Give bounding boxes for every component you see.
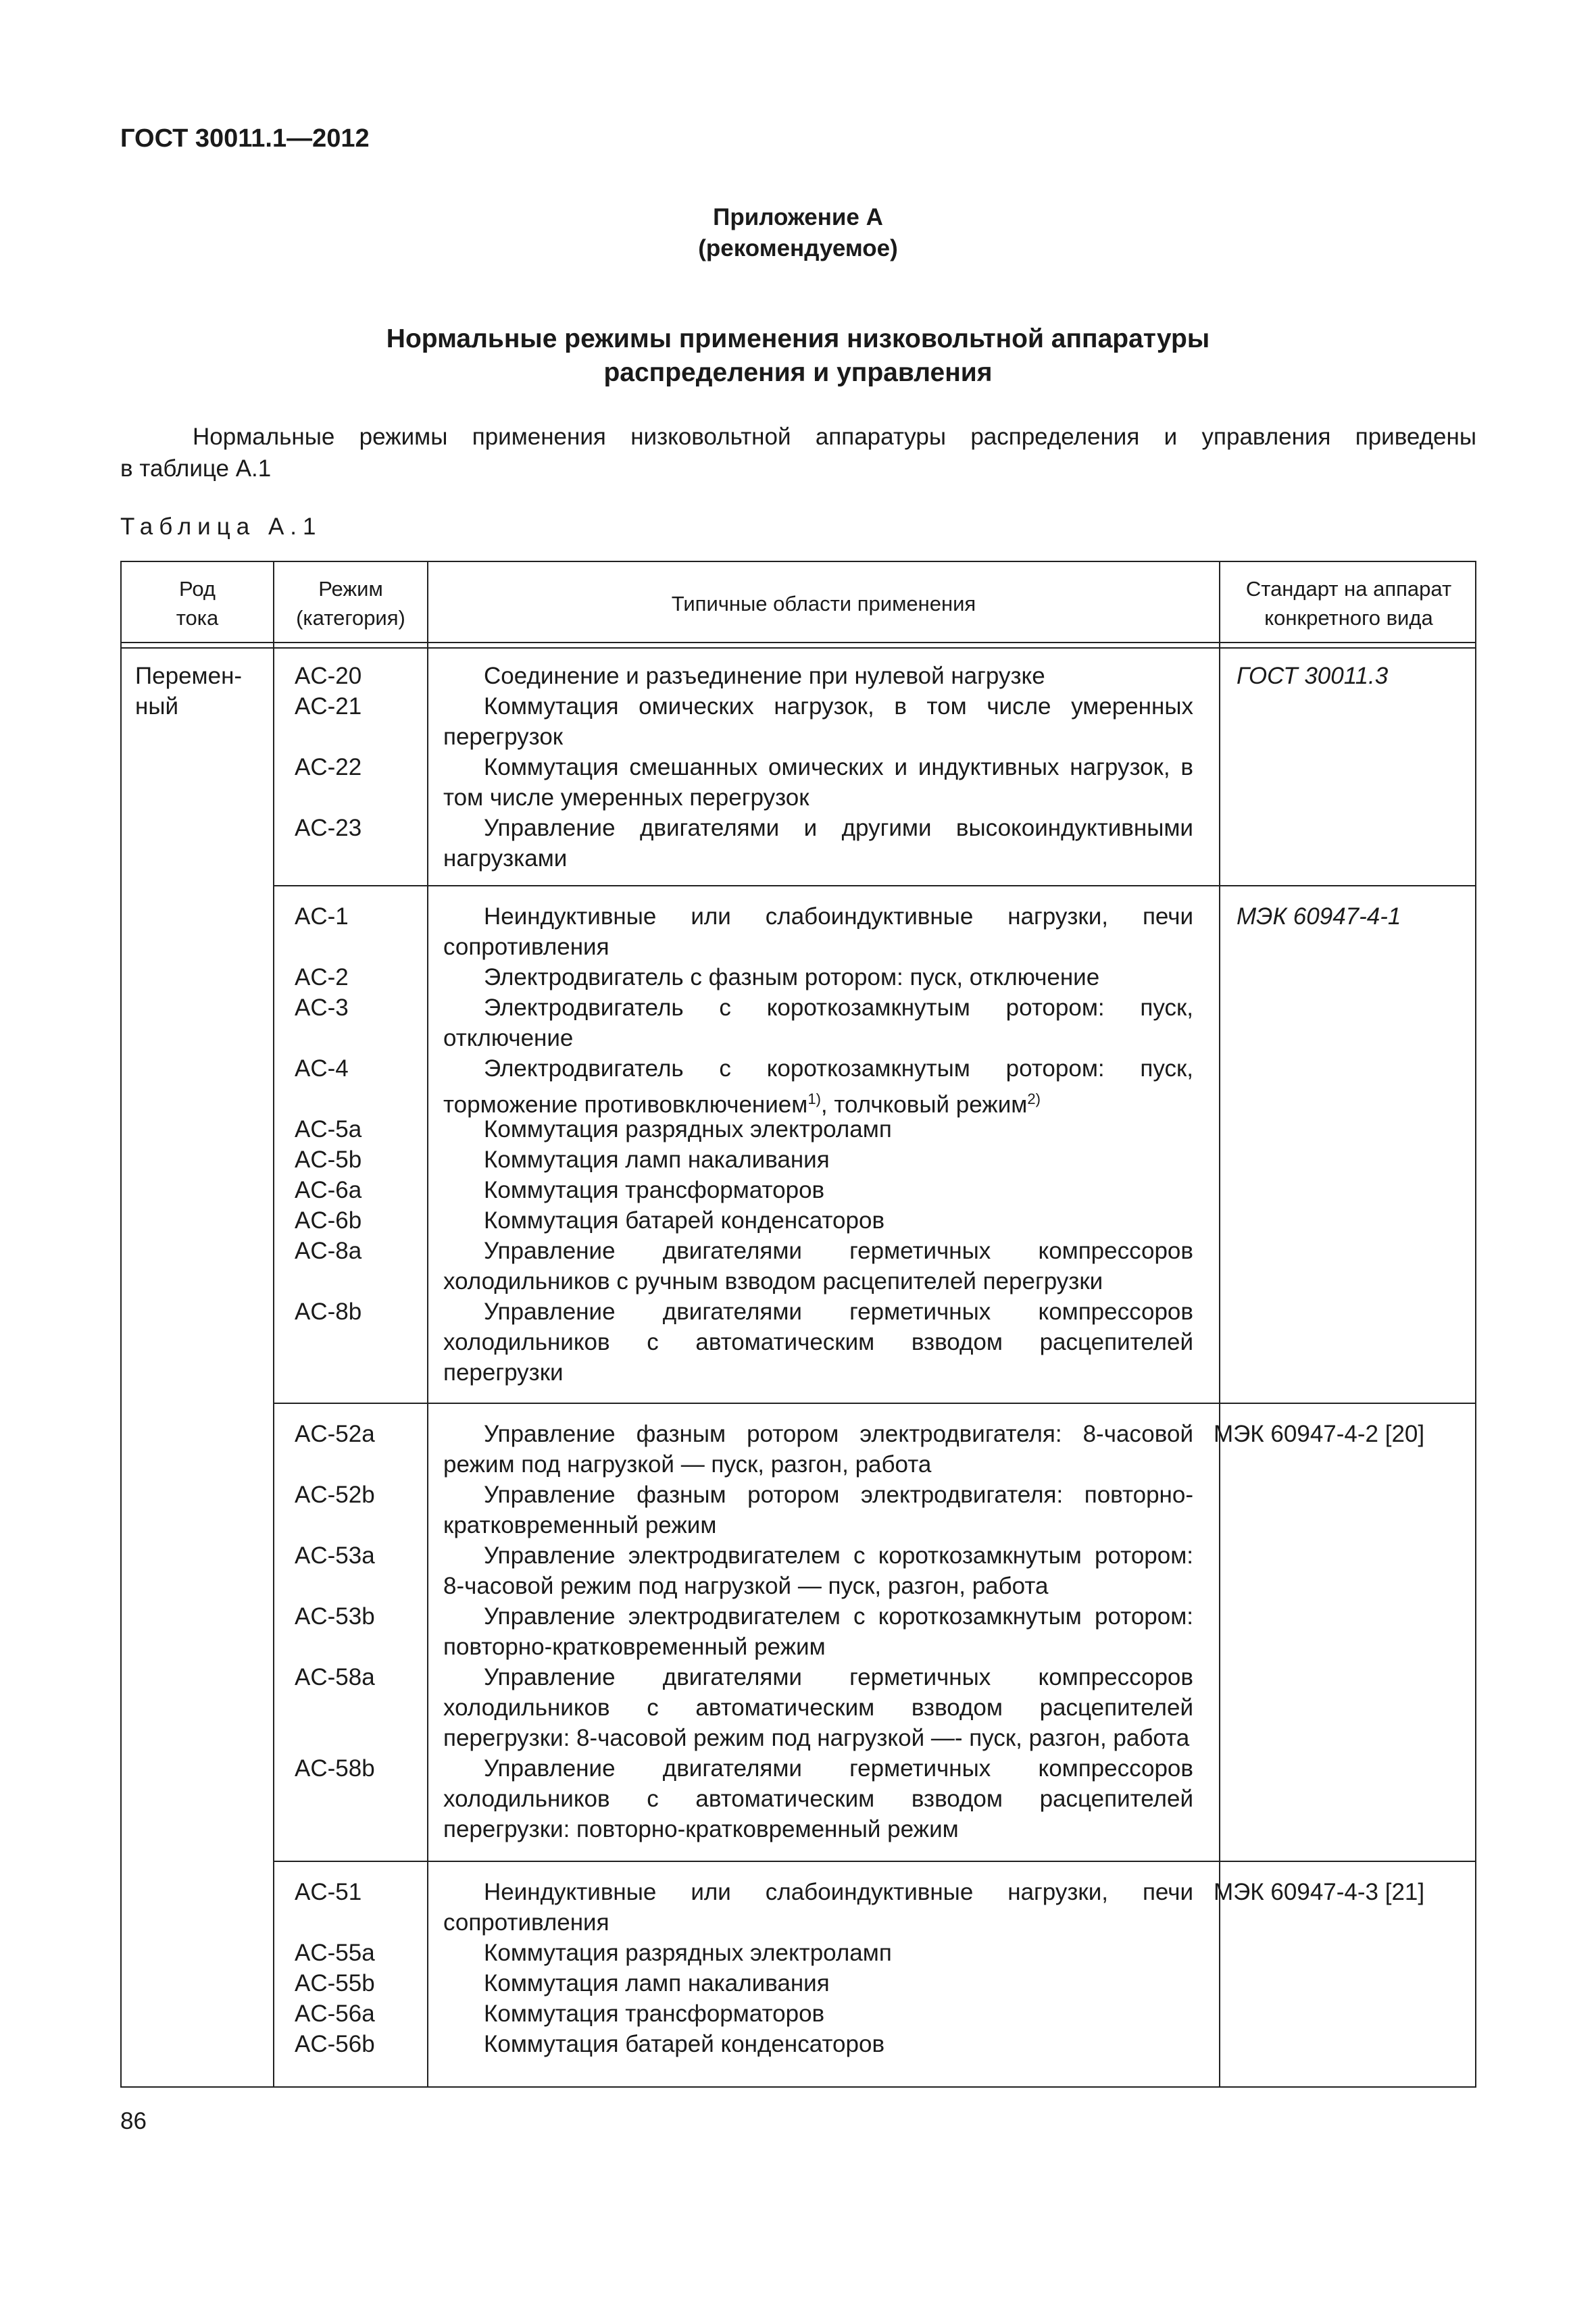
mode-code: AC-52a	[295, 1421, 375, 1447]
page-number: 86	[120, 2108, 147, 2134]
document-header: ГОСТ 30011.1—2012	[120, 124, 370, 153]
mode-code: AC-21	[295, 693, 362, 720]
group-separator	[273, 885, 1475, 886]
application-text: Управление двигателями герметичных компрессоров холодильников с автоматическим взводом расцепителей перегрузки	[443, 1299, 1193, 1386]
mode-code: AC-55a	[295, 1940, 375, 1966]
annex-heading-line1: Нормальные режимы применения низковольтной аппаратуры	[386, 324, 1210, 353]
mode-code: AC-23	[295, 815, 362, 841]
header-mode: Режим (категория)	[296, 577, 405, 630]
mode-code: AC-6a	[295, 1177, 362, 1203]
intro-paragraph-line2: в таблице А.1	[120, 455, 272, 482]
application-text: Коммутация батарей конденсаторов	[484, 1207, 885, 1234]
mode-code: AC-53b	[295, 1603, 375, 1630]
application-text: Электродвигатель с короткозамкнутым ротором: пуск, торможение противовключением$^{1)}$, толчковый режим$^{2)}$	[443, 1055, 1193, 1118]
mode-code: AC-51	[295, 1879, 362, 1905]
header-rule	[122, 642, 1475, 643]
mode-code: AC-3	[295, 995, 349, 1021]
mode-code: AC-2	[295, 964, 349, 990]
application-text: Управление двигателями герметичных компрессоров холодильников с автоматическим взводом расцепителей перегрузки: повторно-кратковременный режим	[443, 1755, 1193, 1842]
application-text: Коммутация ламп накаливания	[484, 1147, 830, 1173]
application-text: Управление фазным ротором электродвигателя: 8-часовой режим под нагрузкой — пуск, разгон, работа	[443, 1421, 1193, 1478]
application-text: Неиндуктивные или слабоиндуктивные нагрузки, печи сопротивления	[443, 903, 1193, 960]
group-separator	[273, 1861, 1475, 1862]
mode-code: AC-56b	[295, 2031, 375, 2057]
application-text: Электродвигатель с фазным ротором: пуск, отключение	[484, 964, 1100, 990]
application-text: Управление электродвигателем с короткозамкнутым ротором: повторно-кратковременный режим	[443, 1603, 1193, 1660]
mode-code: AC-58b	[295, 1755, 375, 1782]
application-text: Коммутация омических нагрузок, в том числе умеренных перегрузок	[443, 693, 1193, 750]
application-text: Управление двигателями и другими высокоиндуктивными нагрузками	[443, 815, 1193, 872]
mode-code: AC-52b	[295, 1482, 375, 1508]
application-text: Электродвигатель с короткозамкнутым ротором: пуск, отключение	[443, 995, 1193, 1051]
application-text: Коммутация смешанных омических и индуктивных нагрузок, в том числе умеренных перегрузок	[443, 754, 1193, 811]
column-divider	[273, 562, 274, 2086]
annex-heading-line2: распределения и управления	[603, 358, 993, 387]
standard-reference: МЭК 60947-4-1	[1237, 903, 1401, 930]
annex-title: Приложение А	[713, 204, 883, 230]
mode-code: AC-1	[295, 903, 349, 930]
mode-code: AC-5b	[295, 1147, 362, 1173]
mode-code: AC-22	[295, 754, 362, 780]
application-text: Коммутация разрядных электроламп	[484, 1116, 892, 1142]
standard-reference: МЭК 60947-4-3 [21]	[1214, 1879, 1425, 1905]
header-standard: Стандарт на аппарат конкретного вида	[1245, 577, 1452, 630]
standard-reference: ГОСТ 30011.3	[1237, 663, 1389, 689]
header-current-type: Род тока	[176, 577, 219, 630]
modes-table	[120, 561, 1476, 2088]
application-text: Управление электродвигателем с короткозамкнутым ротором: 8-часовой режим под нагрузкой — пуск, разгон, работа	[443, 1542, 1193, 1599]
application-text: Управление фазным ротором электродвигателя: повторно-кратковременный режим	[443, 1482, 1193, 1538]
mode-code: AC-56a	[295, 2001, 375, 2027]
mode-code: AC-5a	[295, 1116, 362, 1142]
column-divider	[1219, 562, 1220, 2086]
mode-code: AC-8a	[295, 1238, 362, 1264]
current-type-cell: Перемен- ный	[135, 663, 243, 720]
intro-paragraph-line1: Нормальные режимы применения низковольтной аппаратуры распределения и управления приведены	[193, 424, 1476, 450]
mode-code: AC-6b	[295, 1207, 362, 1234]
application-text: Неиндуктивные или слабоиндуктивные нагрузки, печи сопротивления	[443, 1879, 1193, 1936]
annex-status: (рекомендуемое)	[698, 235, 898, 261]
column-divider	[427, 562, 428, 2086]
mode-code: AC-58a	[295, 1664, 375, 1690]
application-text: Соединение и разъединение при нулевой нагрузке	[484, 663, 1045, 689]
application-text: Коммутация трансформаторов	[484, 2001, 825, 2027]
mode-code: AC-8b	[295, 1299, 362, 1325]
application-text: Коммутация трансформаторов	[484, 1177, 825, 1203]
mode-code: AC-20	[295, 663, 362, 689]
mode-code: AC-53a	[295, 1542, 375, 1569]
table-caption: Таблица А.1	[120, 513, 322, 540]
mode-code: AC-55b	[295, 1970, 375, 1996]
header-applications: Типичные области применения	[671, 592, 976, 615]
standard-reference: МЭК 60947-4-2 [20]	[1214, 1421, 1425, 1447]
application-text: Управление двигателями герметичных компрессоров холодильников с автоматическим взводом расцепителей перегрузки: 8-часовой режим под нагрузкой —- пуск, разгон, работа	[443, 1664, 1193, 1751]
mode-code: AC-4	[295, 1055, 349, 1082]
application-text: Управление двигателями герметичных компрессоров холодильников с ручным взводом расцепителей перегрузки	[443, 1238, 1193, 1294]
application-text: Коммутация батарей конденсаторов	[484, 2031, 885, 2057]
header-rule	[122, 647, 1475, 649]
application-text: Коммутация ламп накаливания	[484, 1970, 830, 1996]
application-text: Коммутация разрядных электроламп	[484, 1940, 892, 1966]
group-separator	[273, 1403, 1475, 1404]
